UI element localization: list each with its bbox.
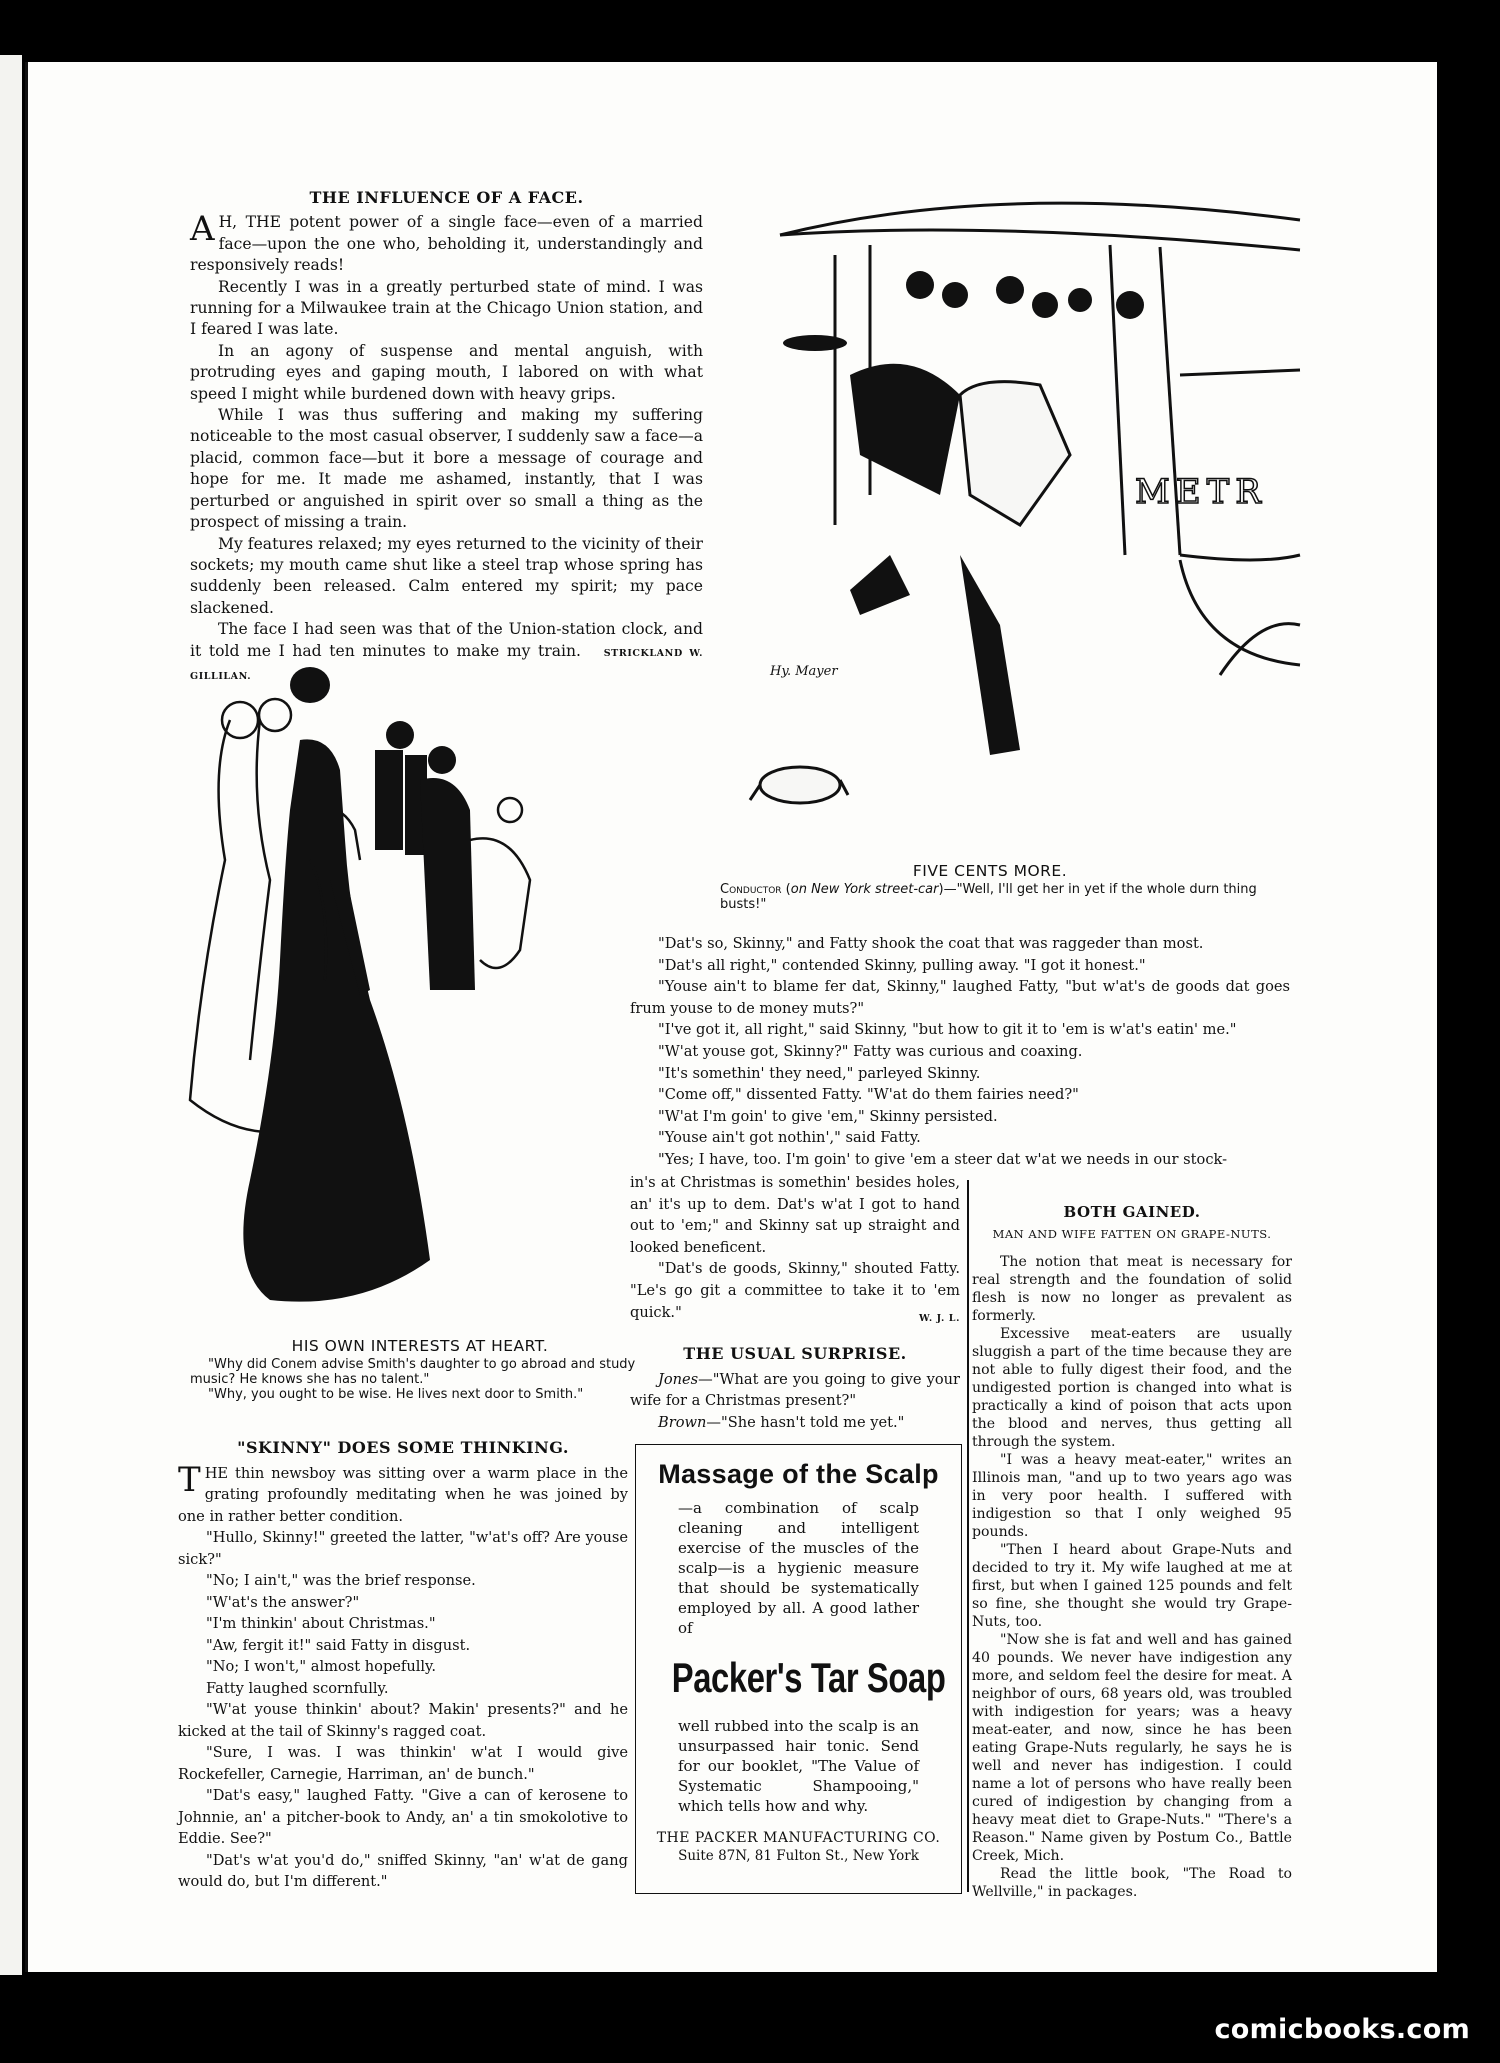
skinny-paragraph: "Dat's de goods, Skinny," shouted Fatty. "Le's go git a committee to take it to 'em quick." W. J. L.: [630, 1258, 960, 1323]
drop-cap: A: [190, 209, 215, 250]
skinny-paragraph: "No; I ain't," was the brief response.: [206, 1572, 476, 1589]
influence-title: THE INFLUENCE OF A FACE.: [309, 188, 584, 207]
streetcar-artist-signature: Hy. Mayer: [770, 664, 838, 679]
influence-paragraph: A H, THE potent power of a single face—even of a married face—upon the one who, beholding it, understandingly and responsively reads!: [190, 209, 703, 275]
skinny-paragraph: "W'at youse thinkin' about? Makin' presents?" and he kicked at the tail of Skinny's ragged coat.: [178, 1701, 628, 1740]
streetcar-illustration: [740, 195, 1340, 815]
gained-paragraph: The notion that meat is necessary for real strength and the foundation of solid flesh is now no longer as prevalent as formerly.: [972, 1254, 1292, 1324]
surprise-brown-line: Brown—"She hasn't told me yet.": [658, 1413, 905, 1431]
streetcar-caption: [690, 862, 1290, 912]
interests-title: HIS OWN INTERESTS AT HEART.: [291, 1337, 549, 1355]
gained-title: BOTH GAINED.: [1063, 1203, 1201, 1221]
skinny-ending: [630, 1172, 960, 1329]
gained-paragraph: Read the little book, "The Road to Wellville," in packages.: [972, 1866, 1292, 1900]
interests-caption: [190, 1337, 650, 1402]
interests-question: "Why did Conem advise Smith's daughter to go abroad and study music? He knows she has no talent.": [190, 1357, 636, 1387]
influence-paragraph: While I was thus suffering and making my suffering noticeable to the most casual observer, I suddenly saw a face—a placid, common face—but it bore a message of courage and hope for me. It made me ashamed, instantly, that I was perturbed or anguished in spirit over so small a thing as the prospect of missing a train.: [190, 406, 703, 532]
gained-subtitle: MAN AND WIFE FATTEN ON GRAPE-NUTS.: [992, 1227, 1272, 1241]
skinny-paragraph: "Dat's all right," contended Skinny, pulling away. "I got it honest.": [658, 956, 1146, 974]
skinny-paragraph: "Youse ain't to blame fer dat, Skinny," laughed Fatty, "but w'at's de goods dat goes frum youse to de money muts?": [630, 978, 1290, 1017]
drop-cap: T: [178, 1459, 201, 1500]
skinny-signature: W. J. L.: [919, 1312, 960, 1324]
skinny-paragraph: "No; I won't," almost hopefully.: [206, 1658, 437, 1675]
gained-paragraph: "I was a heavy meat-eater," writes an Illinois man, "and up to two years ago was in very poor health. I suffered with indigestion so that I only weighed 95 pounds.: [972, 1452, 1292, 1540]
skinny-paragraph: "Aw, fergit it!" said Fatty in disgust.: [206, 1636, 471, 1654]
skinny-title: "SKINNY" DOES SOME THINKING.: [237, 1438, 569, 1457]
skinny-paragraph: "Yes; I have, too. I'm goin' to give 'em a steer dat w'at we needs in our stock-: [658, 1150, 1228, 1168]
skinny-paragraph: "I'm thinkin' about Christmas.": [206, 1615, 436, 1632]
ballroom-illustration: [180, 660, 620, 1340]
skinny-paragraph: Fatty laughed scornfully.: [206, 1679, 389, 1697]
ad-brand-name: Packer's Tar Soap: [671, 1654, 946, 1701]
skinny-paragraph: "I've got it, all right," said Skinny, "but how to git it to 'em is w'at's eatin' me.": [658, 1021, 1237, 1039]
skinny-paragraph: "It's somethin' they need," parleyed Skinny.: [658, 1064, 981, 1082]
streetcar-lettering: METR: [1135, 472, 1267, 512]
ad-address: Suite 87N, 81 Fulton St., New York: [678, 1848, 919, 1864]
skinny-paragraph: "Youse ain't got nothin'," said Fatty.: [658, 1129, 921, 1147]
ad-headline: Massage of the Scalp: [658, 1459, 939, 1489]
influence-article: [190, 187, 703, 687]
skinny-paragraph: THE thin newsboy was sitting over a warm place in the grating profoundly meditating when he was joined by one in rather better condition.: [178, 1459, 628, 1525]
gained-paragraph: "Now she is fat and well and has gained 40 pounds. We never have indigestion any more, and seldom feel the desire for meat. A neighbor of ours, 68 years old, was troubled with indigestion for years; was a heavy meat-eater, and now, since he has been eating Grape-Nuts regularly, he says he is well and never has indigestion. I could name a lot of persons who have really been cured of indigestion by changing from a heavy meat diet to Grape-Nuts." "There's a Reason." Name given by Postum Co., Battle Creek, Mich.: [972, 1632, 1292, 1864]
skinny-paragraph: "Dat's so, Skinny," and Fatty shook the coat that was raggeder than most.: [658, 935, 1204, 952]
influence-paragraph: In an agony of suspense and mental anguish, with protruding eyes and gaping mouth, I labored on with what speed I might while burdened down with heavy grips.: [190, 341, 703, 403]
gained-paragraph: Excessive meat-eaters are usually sluggish a part of the time because they are not able to fully digest their food, and the undigested portion is changed into what is practically a kind of poison that acts upon the blood and nerves, thus getting all through the system.: [972, 1326, 1292, 1450]
skinny-continued: [630, 933, 1290, 1171]
interests-answer: "Why, you ought to be wise. He lives next door to Smith.": [208, 1387, 584, 1402]
skinny-paragraph: "W'at youse got, Skinny?" Fatty was curious and coaxing.: [658, 1042, 1083, 1060]
influence-paragraph: Recently I was in a greatly perturbed state of mind. I was running for a Milwaukee train at the Chicago Union station, and I feared I was late.: [190, 277, 703, 339]
facing-page-edge: [0, 55, 25, 1975]
skinny-paragraph: "Come off," dissented Fatty. "W'at do them fairies need?": [658, 1086, 1079, 1104]
surprise-article: [630, 1343, 960, 1433]
streetcar-title: FIVE CENTS MORE.: [912, 862, 1068, 880]
surprise-title: THE USUAL SURPRISE.: [683, 1344, 907, 1363]
skinny-paragraph: "Dat's w'at you'd do," sniffed Skinny, "an' w'at de gang would do, but I'm different.": [178, 1851, 628, 1890]
skinny-paragraph: "W'at's the answer?": [206, 1593, 360, 1611]
influence-signature: STRICKLAND W. GILLILAN.: [190, 647, 703, 682]
page-gutter-line: [25, 62, 28, 1972]
skinny-article: [178, 1437, 628, 1893]
gained-paragraph: "Then I heard about Grape-Nuts and decided to try it. My wife laughed at me at first, but when I gained 125 pounds and felt so fine, she thought she would try Grape-Nuts, too.: [972, 1542, 1292, 1630]
influence-paragraph: My features relaxed; my eyes returned to the vicinity of their sockets; my mouth came shut like a steel trap whose spring has suddenly been released. Calm entered my spirit; my pace slackened.: [190, 534, 703, 617]
skinny-paragraph: "Dat's easy," laughed Fatty. "Give a can of kerosene to Johnnie, an' a pitcher-book to Andy, an' a tin smokolotive to Eddie. See?": [178, 1787, 628, 1847]
site-watermark: comicbooks.com: [1214, 2014, 1470, 2045]
skinny-paragraph: "Hullo, Skinny!" greeted the latter, "w'at's off? Are youse sick?": [178, 1529, 628, 1568]
skinny-paragraph: "W'at I'm goin' to give 'em," Skinny persisted.: [658, 1107, 998, 1125]
streetcar-dialogue: Conductor (on New York street-car)—"Well, I'll get her in yet if the whole durn thing busts!": [720, 882, 1257, 912]
ad-body-closing: well rubbed into the scalp is an unsurpassed hair tonic. Send for our booklet, "The Value of Systematic Shampooing," which tells how and why.: [678, 1717, 919, 1815]
ad-company: THE PACKER MANUFACTURING CO.: [656, 1830, 941, 1846]
skinny-paragraph: in's at Christmas is somethin' besides holes, an' it's up to dem. Dat's w'at I got to hand out to 'em;" and Skinny sat up straight and looked beneficent.: [630, 1174, 960, 1256]
grape-nuts-ad-article: [972, 1203, 1292, 1901]
influence-paragraph: The face I had seen was that of the Union-station clock, and it told me I had ten minutes to make my train. STRICKLAND W. GILLILAN.: [190, 620, 703, 682]
surprise-jones-line: Jones—"What are you going to give your wife for a Christmas present?": [630, 1370, 960, 1410]
column-divider: [967, 1180, 969, 1892]
packers-tar-soap-ad: [635, 1444, 962, 1894]
ad-body-intro: —a combination of scalp cleaning and intelligent exercise of the muscles of the scalp—is a hygienic measure that should be systematically employed by all. A good lather of: [678, 1499, 919, 1637]
skinny-paragraph: "Sure, I was. I was thinkin' w'at I would give Rockefeller, Carnegie, Harriman, an' de bunch.": [178, 1744, 628, 1783]
